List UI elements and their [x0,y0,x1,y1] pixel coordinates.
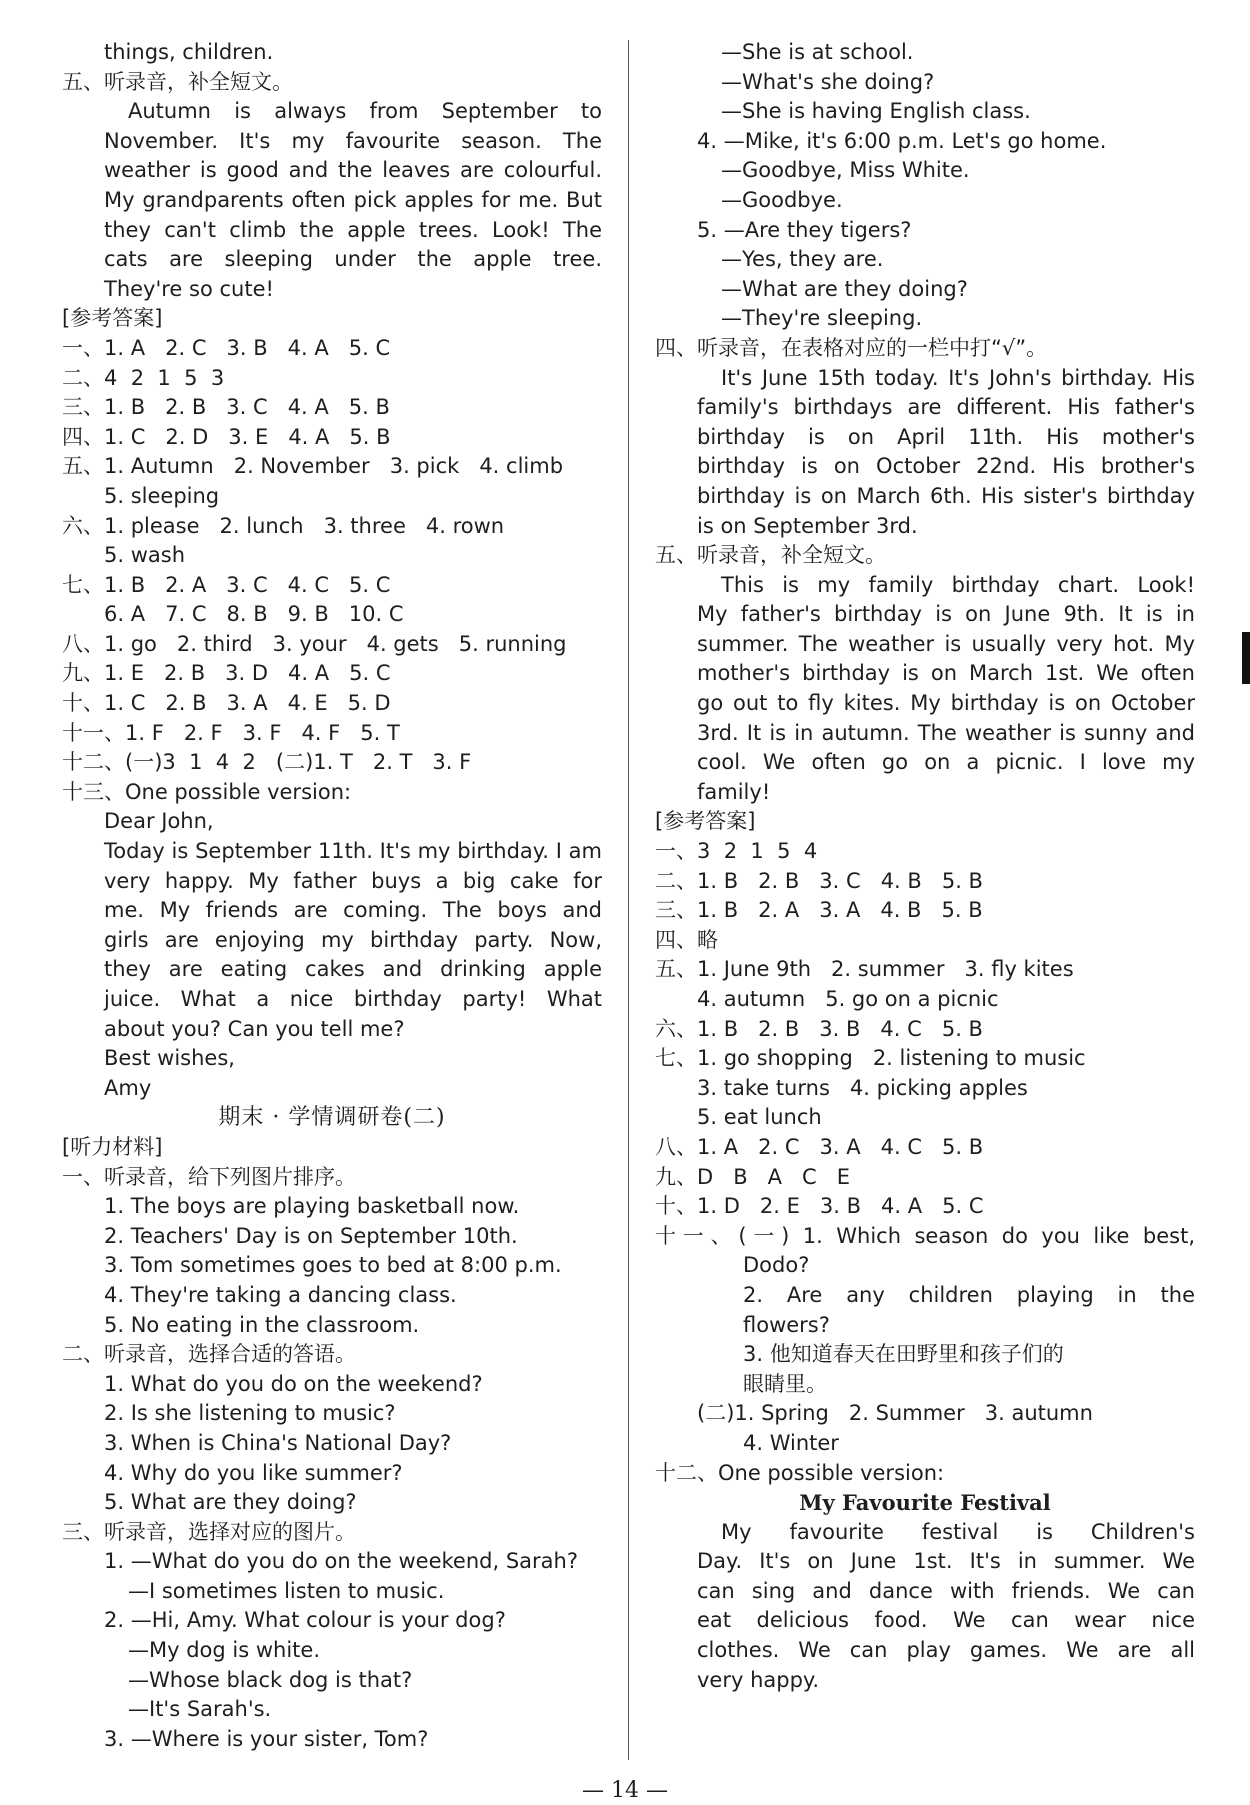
text-line: It's June 15th today. It's John's birthday. His [721,365,1195,390]
text-line: family! [697,779,771,804]
text-line: 5. —Are they tigers? [697,217,912,242]
text-line: 一、听录音，给下列图片排序。 [62,1164,356,1189]
text-line: November. It's my favourite season. The [104,128,602,153]
left-column [62,38,602,1754]
text-line: 三、听录音，选择对应的图片。 [62,1519,356,1544]
text-line: 七、1. B 2. A 3. C 4. C 5. C [62,572,391,597]
text-line: —Goodbye, Miss White. [721,158,970,183]
text-line: 4. Winter [743,1430,839,1455]
text-line: things, children. [104,40,274,64]
text-line: Dodo? [743,1253,810,1278]
text-line: 1. —What do you do on the weekend, Sarah? [104,1549,578,1574]
text-line: Best wishes, [104,1046,235,1071]
text-line: family's birthdays are different. His father's [697,395,1195,420]
text-line: —I sometimes listen to music. [128,1578,445,1603]
text-line: 3. 他知道春天在田野里和孩子们的 [743,1342,1064,1367]
text-line: —It's Sarah's. [128,1697,272,1722]
right-column [655,38,1195,1695]
text-line: —She is having English class. [721,99,1031,124]
text-line: Day. It's on June 1st. It's in summer. We [697,1549,1195,1574]
text-line: juice. What a nice birthday party! What [104,987,602,1011]
text-line: girls are enjoying my birthday party. Now, [104,927,602,952]
text-line: 5. eat lunch [697,1105,822,1130]
text-line: 五、听录音，补全短文。 [655,543,886,568]
text-line: —Goodbye. [721,187,843,212]
text-line: 1. The boys are playing basketball now. [104,1194,520,1219]
text-line: 一、3 2 1 5 4 [655,839,818,864]
text-line: 四、略 [655,927,718,952]
text-line: 五、听录音，补全短文。 [62,69,293,94]
text-line: 十三、One possible version: [62,779,352,804]
text-line: 八、1. go 2. third 3. your 4. gets 5. running [62,631,567,656]
text-line: me. My friends are coming. The boys and [104,898,602,923]
text-line: 二、4 2 1 5 3 [62,365,225,390]
text-line: 5. wash [104,543,186,568]
text-line: Amy [104,1075,152,1100]
text-line: 四、听录音，在表格对应的一栏中打“√”。 [655,335,1048,360]
text-line: 二、听录音，选择合适的答语。 [62,1342,356,1367]
text-line: 4. Why do you like summer? [104,1460,403,1485]
text-line: [参考答案] [62,306,163,331]
text-line: 一、1. A 2. C 3. B 4. A 5. C [62,335,391,360]
text-line: go out to fly kites. My birthday is on October [697,691,1195,716]
text-line: Dear John, [104,809,214,834]
text-line: eat delicious food. We can wear nice [697,1608,1195,1633]
text-line: 1. What do you do on the weekend? [104,1371,483,1396]
text-line: birthday is on October 22nd. His brother's [697,454,1195,479]
text-line: 三、1. B 2. B 3. C 4. A 5. B [62,395,390,420]
text-line: cool. We often go on a picnic. I love my [697,750,1195,775]
text-line: 3. take turns 4. picking apples [697,1075,1028,1100]
text-line: 十二、One possible version: [655,1460,945,1485]
text-line: (二)1. Spring 2. Summer 3. autumn [697,1401,1093,1426]
text-line: 十、1. C 2. B 3. A 4. E 5. D [62,691,391,716]
text-line: flowers? [743,1312,830,1337]
text-line: —Whose black dog is that? [128,1667,413,1692]
text-line: —My dog is white. [128,1638,321,1663]
text-line: about you? Can you tell me? [104,1016,405,1041]
text-line: 4. autumn 5. go on a picnic [697,987,999,1011]
text-line: 3rd. It is in autumn. The weather is sunny and [697,720,1195,745]
text-line: clothes. We can play games. We are all [697,1638,1195,1663]
text-line: —What's she doing? [721,69,935,94]
text-line: 十、1. D 2. E 3. B 4. A 5. C [655,1194,984,1219]
text-line: 2. Teachers' Day is on September 10th. [104,1223,518,1248]
edge-tab-mark [1242,632,1250,684]
text-line: they are eating cakes and drinking apple [104,957,602,982]
text-line: —They're sleeping. [721,306,923,331]
text-line: 十二、(一)3 1 4 2 (二)1. T 2. T 3. F [62,750,472,775]
text-line: 2. —Hi, Amy. What colour is your dog? [104,1608,506,1633]
text-line: 五、1. Autumn 2. November 3. pick 4. climb [62,454,564,479]
text-line: 三、1. B 2. A 3. A 4. B 5. B [655,898,983,923]
text-line: 眼睛里。 [743,1371,827,1396]
text-line: is on September 3rd. [697,513,918,538]
text-line: 十一、1. F 2. F 3. F 4. F 5. T [62,720,400,745]
text-line: My father's birthday is on June 9th. It is in [697,602,1195,627]
page-number: — 14 — [582,1778,668,1803]
text-line: 6. A 7. C 8. B 9. B 10. C [104,602,404,627]
text-line: 六、1. please 2. lunch 3. three 4. rown [62,513,505,538]
text-line: —Yes, they are. [721,247,884,272]
text-line: 八、1. A 2. C 3. A 4. C 5. B [655,1134,984,1159]
text-line: 2. Is she listening to music? [104,1401,396,1426]
text-line: 3. Tom sometimes goes to bed at 8:00 p.m. [104,1253,562,1278]
text-line: they can't climb the apple trees. Look! The [104,217,602,242]
text-line: [听力材料] [62,1134,163,1159]
text-line: 七、1. go shopping 2. listening to music [655,1046,1086,1071]
text-line: 3. When is China's National Day? [104,1430,452,1455]
text-line: cats are sleeping under the apple tree. [104,247,602,272]
column-divider [628,40,629,1760]
text-line: can sing and dance with friends. We can [697,1578,1195,1603]
text-line: 期末 · 学情调研卷(二) [218,1105,446,1131]
text-line: 2. Are any children playing in the [743,1282,1195,1307]
text-line: 4. —Mike, it's 6:00 p.m. Let's go home. [697,128,1107,153]
text-line: My Favourite Festival [799,1490,1051,1516]
text-line: 九、1. E 2. B 3. D 4. A 5. C [62,661,391,686]
text-line: 十一、(一) 1. Which season do you like best, [655,1223,1195,1248]
text-line: [参考答案] [655,809,756,834]
text-line: very happy. [697,1667,820,1692]
text-line: This is my family birthday chart. Look! [721,572,1195,597]
text-line: Today is September 11th. It's my birthday. I am [104,839,602,864]
text-line: birthday is on April 11th. His mother's [697,424,1195,449]
text-line: 3. —Where is your sister, Tom? [104,1726,429,1751]
text-line: 四、1. C 2. D 3. E 4. A 5. B [62,424,391,449]
text-line: —She is at school. [721,40,914,64]
text-line: 六、1. B 2. B 3. B 4. C 5. B [655,1016,983,1041]
text-line: 5. What are they doing? [104,1490,357,1515]
text-line: They're so cute! [104,276,274,301]
text-line: 九、D B A C E [655,1164,850,1189]
text-line: mother's birthday is on March 1st. We often [697,661,1195,686]
text-line: —What are they doing? [721,276,968,301]
text-line: 4. They're taking a dancing class. [104,1282,457,1307]
text-line: birthday is on March 6th. His sister's birthday [697,483,1195,508]
text-line: weather is good and the leaves are colourful. [104,158,602,183]
text-line: 五、1. June 9th 2. summer 3. fly kites [655,957,1074,982]
text-line: My favourite festival is Children's [721,1519,1195,1544]
text-line: 二、1. B 2. B 3. C 4. B 5. B [655,868,983,893]
text-line: Autumn is always from September to [128,99,602,124]
text-line: very happy. My father buys a big cake for [104,868,602,893]
text-line: summer. The weather is usually very hot. My [697,631,1195,656]
text-line: My grandparents often pick apples for me. But [104,187,602,212]
text-line: 5. sleeping [104,483,220,508]
text-line: 5. No eating in the classroom. [104,1312,420,1337]
